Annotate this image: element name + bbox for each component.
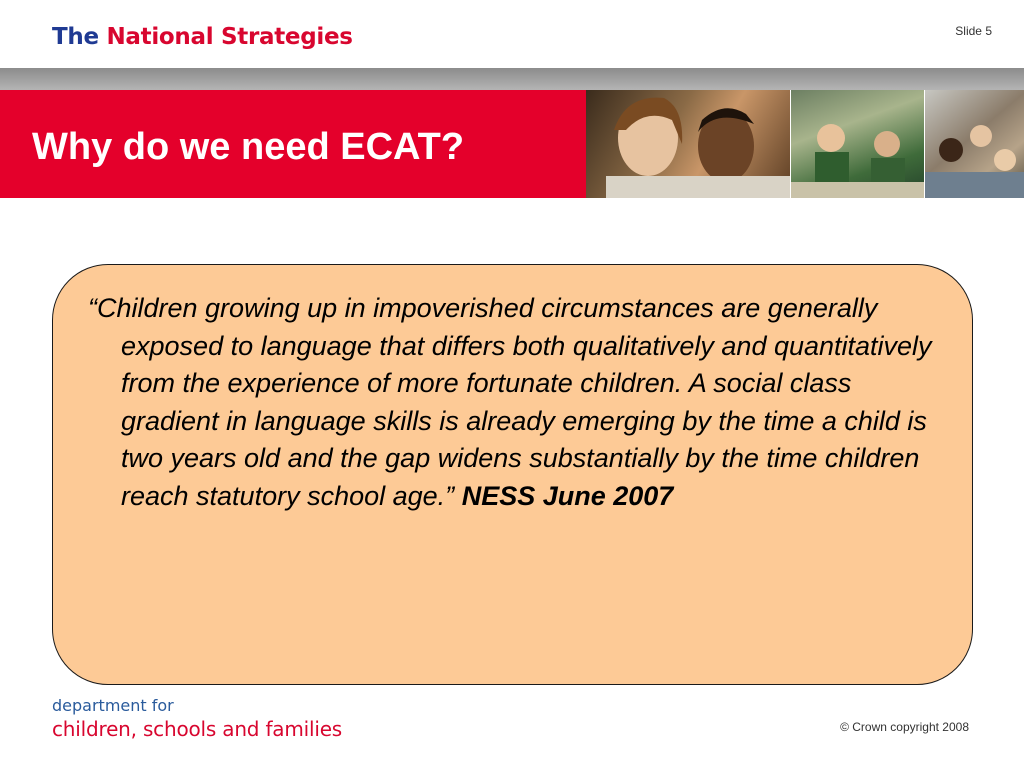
quote-text: “Children growing up in impoverished circumstances are generally exposed to language that differs both qualitatively and quantitatively from the experience of more fortunate children. A social class gradient in language skills is already emerging by the time a child is two years old and the gap widens substantially by the time children reach statutory school age.” [88, 293, 932, 511]
dept-logo [52, 696, 342, 742]
quote-paragraph [88, 290, 948, 516]
children-photo-1 [586, 90, 790, 198]
quote-citation: NESS June 2007 [461, 480, 674, 511]
dept-line-2: children, schools and families [52, 717, 343, 741]
dept-line-1: department for [52, 696, 174, 715]
photo-strip [586, 90, 1024, 198]
children-photo-3 [925, 90, 1024, 198]
brand-the: The [52, 24, 99, 50]
copyright-notice: © Crown copyright 2008 [840, 720, 969, 734]
brand-name: National Strategies [106, 24, 353, 50]
slide-title: Why do we need ECAT? [32, 126, 465, 168]
children-photo-2 [791, 90, 924, 198]
slide-number: Slide 5 [955, 24, 992, 38]
brand-logo [52, 24, 353, 50]
header-divider-bar [0, 68, 1024, 90]
